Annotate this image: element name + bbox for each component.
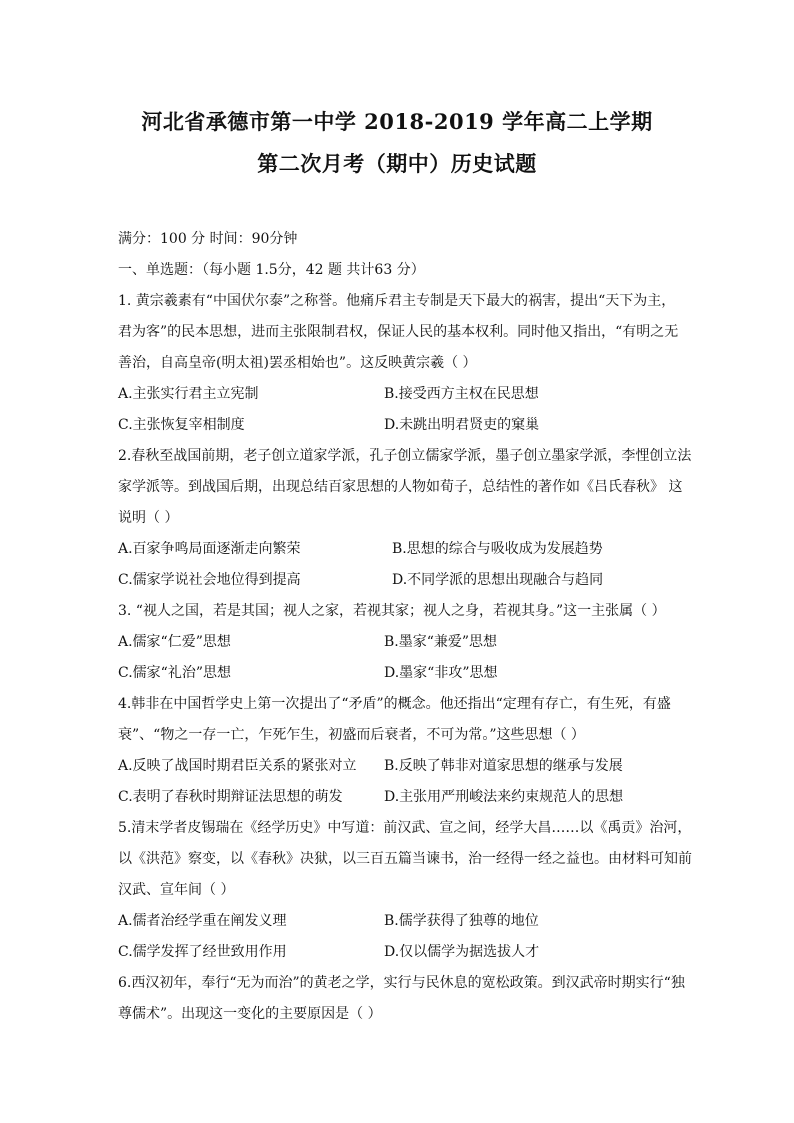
section-heading: 一、单选题：（每小题 1.5分，42 题 共计63 分） (118, 262, 425, 278)
question-4-stem-line1: 4.韩非在中国哲学史上第一次提出了“矛盾”的概念。他还指出“定理有存亡，有生死，有盛 (118, 696, 671, 712)
question-5-stem-line1: 5.清末学者皮锡瑞在《经学历史》中写道：前汉武、宣之间，经学大昌……以《禹贡》治河， (118, 820, 692, 836)
question-3-option-a: A.儒家“仁爱”思想 (118, 634, 231, 650)
question-1-option-d: D.未跳出明君贤吏的窠巢 (384, 417, 540, 433)
question-3-option-c: C.儒家“礼治”思想 (118, 665, 231, 681)
question-2-stem-line1: 2.春秋至战国前期，老子创立道家学派，孔子创立儒家学派，墨子创立墨家学派，李悝创立法 (118, 448, 692, 464)
exam-title-line2: 第二次月考（期中）历史试题 (257, 151, 537, 176)
question-1-stem-line1: 1. 黄宗羲素有“中国伏尔泰”之称誉。他痛斥君主专制是天下最大的祸害，提出“天下为主， (118, 293, 676, 309)
question-2-option-c: C.儒家学说社会地位得到提高 (118, 572, 301, 588)
question-6-stem-line2: 尊儒术”。出现这一变化的主要原因是（ ） (118, 1006, 382, 1022)
question-1-option-b: B.接受西方主权在民思想 (384, 386, 539, 402)
question-2-stem-line2: 家学派等。到战国后期，出现总结百家思想的人物如荀子，总结性的著作如《吕氏春秋》 这 (118, 479, 683, 495)
question-5-option-a: A.儒者治经学重在阐发义理 (118, 913, 287, 929)
question-1-option-c: C.主张恢复宰相制度 (118, 417, 245, 433)
question-3-stem-line1: 3. “视人之国，若是其国；视人之家，若视其家；视人之身，若视其身。”这一主张属（ ） (118, 603, 666, 619)
question-2-option-d: D.不同学派的思想出现融合与趋同 (392, 572, 604, 588)
question-5-option-c: C.儒学发挥了经世致用作用 (118, 944, 287, 960)
question-2-option-a: A.百家争鸣局面逐渐走向繁荣 (118, 541, 301, 557)
question-3-option-b: B.墨家“兼爱”思想 (384, 634, 498, 650)
score-time-info: 满分：100 分 时间：90分钟 (118, 231, 298, 247)
question-4-option-a: A.反映了战国时期君臣关系的紧张对立 (118, 758, 357, 774)
question-5-option-d: D.仅以儒学为据选拔人才 (384, 944, 540, 960)
exam-title-line1: 河北省承德市第一中学 2018-2019 学年高二上学期 (141, 109, 653, 134)
question-1-option-a: A.主张实行君主立宪制 (118, 386, 259, 402)
question-5-stem-line3: 汉武、宣年间（ ） (118, 882, 235, 898)
question-1-stem-line2: 君为客”的民本思想，进而主张限制君权，保证人民的基本权利。同时他又指出，“有明之无 (118, 324, 679, 340)
question-2-stem-line3: 说明（ ） (118, 510, 179, 526)
question-6-stem-line1: 6.西汉初年，奉行“无为而治”的黄老之学，实行与民休息的宽松政策。到汉武帝时期实行“独 (118, 975, 685, 991)
question-1-stem-line3: 善治，自高皇帝(明太祖)罢丞相始也”。这反映黄宗羲（ ） (118, 355, 477, 371)
question-3-option-d: D.墨家“非攻”思想 (384, 665, 498, 681)
question-4-stem-line2: 衰”、“物之一存一亡，乍死乍生，初盛而后衰者，不可为常。”这些思想（ ） (118, 727, 585, 743)
question-5-option-b: B.儒学获得了独尊的地位 (384, 913, 539, 929)
question-4-option-b: B.反映了韩非对道家思想的继承与发展 (384, 758, 623, 774)
question-4-option-c: C.表明了春秋时期辩证法思想的萌发 (118, 789, 343, 805)
question-2-option-b: B.思想的综合与吸收成为发展趋势 (392, 541, 603, 557)
question-4-option-d: D.主张用严刑峻法来约束规范人的思想 (384, 789, 624, 805)
question-5-stem-line2: 以《洪范》察变，以《春秋》决狱，以三百五篇当谏书，治一经得一经之益也。由材料可知前 (118, 851, 692, 867)
